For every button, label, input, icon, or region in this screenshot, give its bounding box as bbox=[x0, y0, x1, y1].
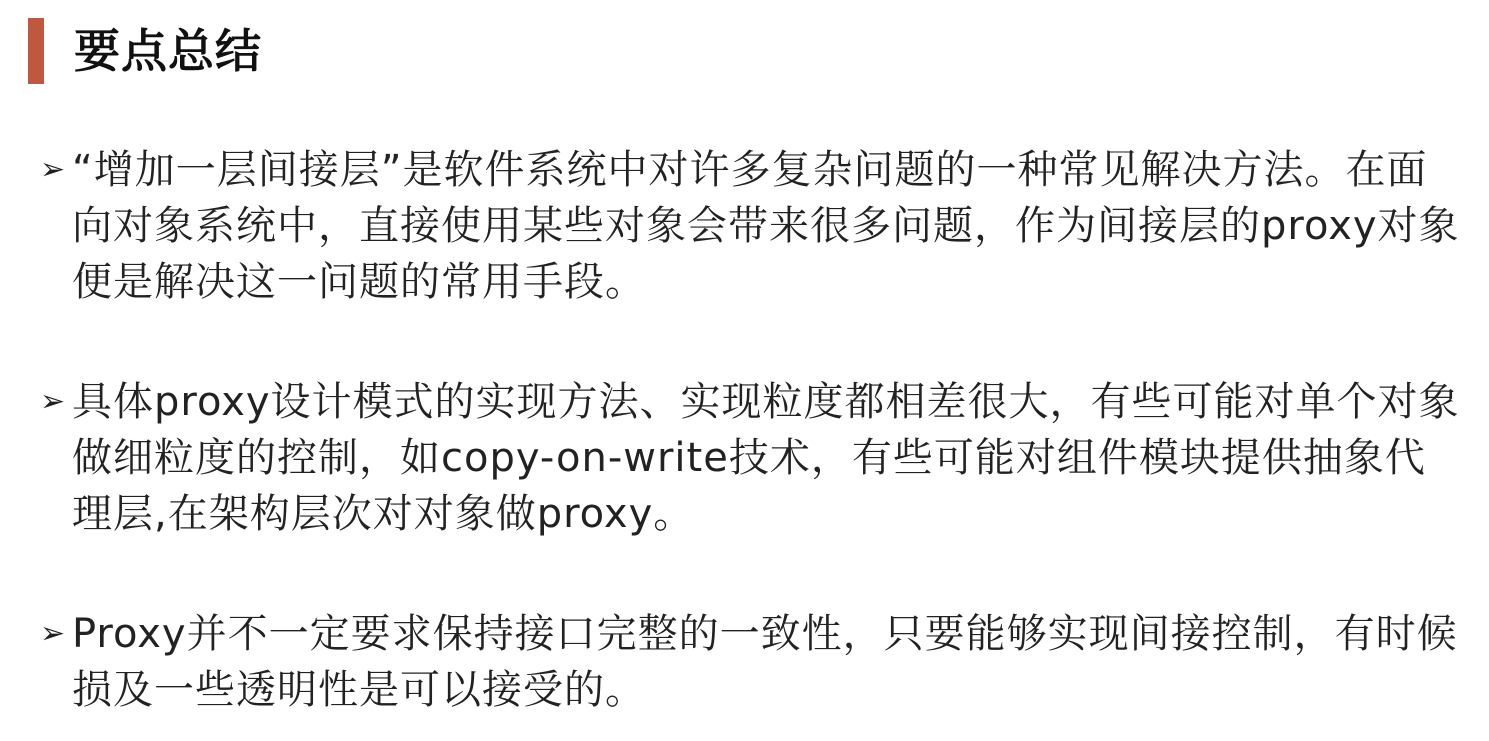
bullet-text: Proxy并不一定要求保持接口完整的一致性，只要能够实现间接控制，有时候损及一些透明性是可以接受的。 bbox=[72, 611, 1458, 713]
bullet-list bbox=[40, 142, 1460, 718]
bullet-item bbox=[40, 606, 1460, 718]
arrow-bullet-icon: ➢ bbox=[40, 384, 67, 419]
bullet-item bbox=[40, 374, 1460, 542]
title-accent-bar bbox=[28, 18, 44, 84]
arrow-bullet-icon: ➢ bbox=[40, 152, 67, 187]
arrow-bullet-icon: ➢ bbox=[40, 616, 67, 651]
slide-title: 要点总结 bbox=[74, 24, 262, 78]
bullet-text: 具体proxy设计模式的实现方法、实现粒度都相差很大，有些可能对单个对象做细粒度的控制，如copy-on-write技术，有些可能对组件模块提供抽象代理层,在架构层次对对象做proxy。 bbox=[72, 379, 1460, 537]
bullet-text: “增加一层间接层”是软件系统中对许多复杂问题的一种常见解决方法。在面向对象系统中，直接使用某些对象会带来很多问题，作为间接层的proxy对象便是解决这一问题的常用手段。 bbox=[72, 147, 1460, 305]
bullet-item bbox=[40, 142, 1460, 310]
